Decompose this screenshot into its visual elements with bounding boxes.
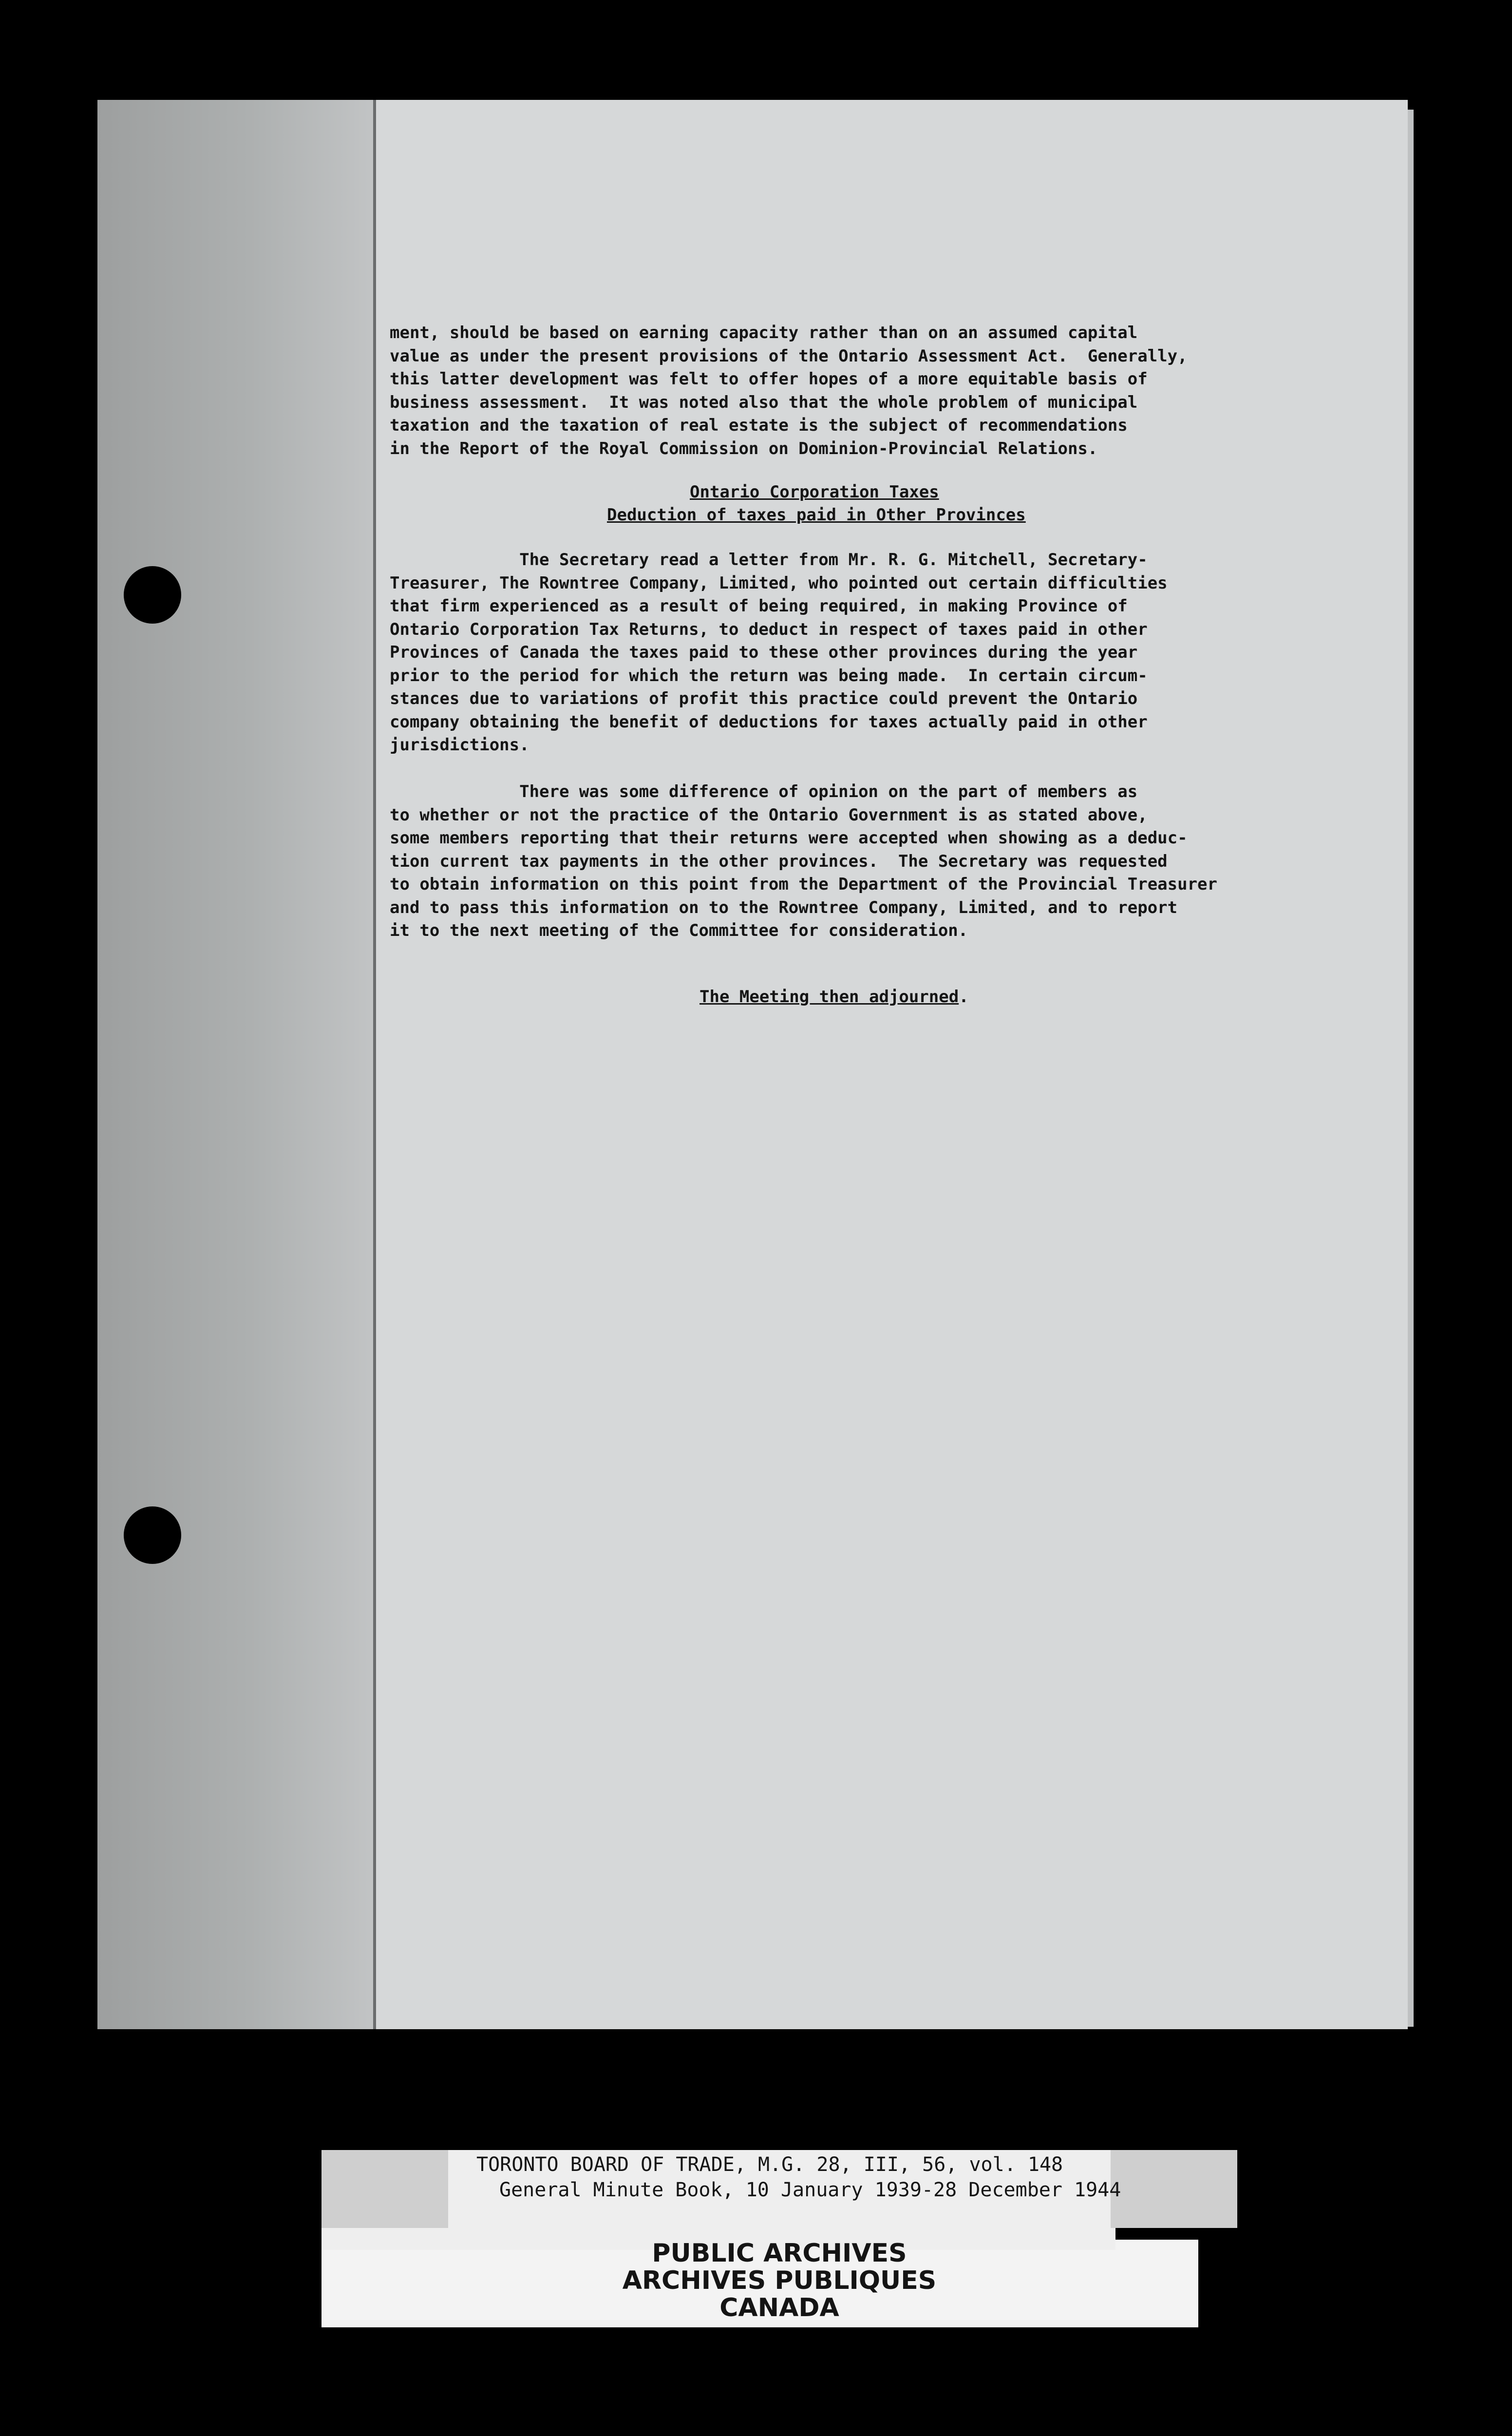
text-line: that firm experienced as a result of being required, in making Province of [390, 596, 1128, 616]
text-line: this latter development was felt to offer hopes of a more equitable basis of [390, 369, 1148, 389]
punch-hole-icon [124, 566, 181, 624]
text-line: Provinces of Canada the taxes paid to these other provinces during the year [390, 643, 1138, 662]
text-line: to obtain information on this point from the Department of the Provincial Treasurer [390, 875, 1217, 894]
paragraph-secretary-letter [390, 549, 1168, 757]
closing-text: The Meeting then adjourned [699, 987, 959, 1007]
stamp-line: CANADA [719, 2293, 839, 2322]
section-subheading: Deduction of taxes paid in Other Provinces [607, 505, 1026, 525]
text-line: some members reporting that their returns were accepted when showing as a deduc- [390, 828, 1188, 848]
text-line: value as under the present provisions of the Ontario Assessment Act. Generally, [390, 346, 1188, 366]
text-line: in the Report of the Royal Commission on Dominion-Provincial Relations. [390, 438, 1098, 458]
closing-punctuation: . [959, 987, 969, 1007]
closing-statement [699, 986, 969, 1009]
text-line: business assessment. It was noted also that the whole problem of municipal [390, 392, 1138, 412]
punch-hole-icon [124, 1506, 181, 1564]
text-line: The Secretary read a letter from Mr. R. G. Mitchell, Secretary- [390, 550, 1148, 570]
text-line: Treasurer, The Rowntree Company, Limited, who pointed out certain difficulties [390, 573, 1168, 593]
text-line: jurisdictions. [390, 735, 529, 755]
section-heading: Ontario Corporation Taxes [690, 482, 939, 502]
text-line: to whether or not the practice of the Ontario Government is as stated above, [390, 805, 1148, 825]
label-tab [321, 2150, 448, 2228]
text-line: it to the next meeting of the Committee for consideration. [390, 921, 968, 940]
archive-reference: TORONTO BOARD OF TRADE, M.G. 28, III, 56, vol. 148 [476, 2153, 1063, 2176]
text-line: stances due to variations of profit this practice could prevent the Ontario [390, 689, 1138, 708]
text-line: taxation and the taxation of real estate is the subject of recommendations [390, 416, 1128, 435]
text-line: and to pass this information on to the Rowntree Company, Limited, and to report [390, 897, 1178, 917]
stamp-line: PUBLIC ARCHIVES [652, 2239, 907, 2268]
binding-margin [97, 100, 375, 2029]
paragraph-difference-of-opinion [390, 780, 1217, 943]
text-line: company obtaining the benefit of deductions for taxes actually paid in other [390, 712, 1148, 732]
text-line: Ontario Corporation Tax Returns, to deduct in respect of taxes paid in other [390, 619, 1148, 639]
text-line: ment, should be based on earning capacity rather than on an assumed capital [390, 323, 1138, 343]
text-line: prior to the period for which the return was being made. In certain circum- [390, 666, 1148, 685]
archive-stamp [536, 2240, 1023, 2322]
margin-rule [373, 100, 376, 2029]
text-line: There was some difference of opinion on the part of members as [390, 782, 1138, 801]
paragraph-assessment [390, 322, 1188, 460]
archive-description: General Minute Book, 10 January 1939-28 December 1944 [499, 2179, 1121, 2201]
stamp-line: ARCHIVES PUBLIQUES [622, 2266, 937, 2295]
text-line: tion current tax payments in the other provinces. The Secretary was requested [390, 851, 1168, 871]
label-tab [1111, 2150, 1237, 2228]
